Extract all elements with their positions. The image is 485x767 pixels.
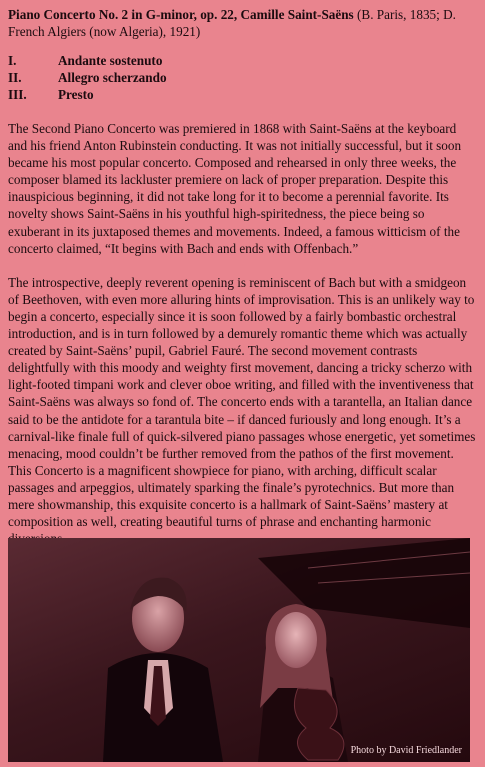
composer-dates: (B. Paris, 1835; D. French Algiers (now Algeria), 1921): [8, 7, 456, 39]
concerto-title-bold: Piano Concerto No. 2 in G-minor, op. 22, Camille Saint-Saëns: [8, 7, 354, 22]
movement-name: Allegro scherzando: [58, 70, 167, 85]
movement-item: [8, 86, 476, 103]
movement-name: Presto: [58, 87, 94, 102]
paragraph-history: The Second Piano Concerto was premiered in 1868 with Saint-Saëns at the keyboard and his friend Anton Rubinstein conducting. It was not initially successful, but it soon became his most popular concerto. Composed and rehearsed in only three weeks, the composer blamed its lackluster premiere on lack of proper preparation. Despite this inauspicious beginning, it did not take long for it to become a perennial favorite. Its novelty shows Saint-Saëns in his youthful high-spiritedness, the piece being so exuberant in its juxtaposed themes and movements. Indeed, a famous witticism of the concerto claimed, “It begins with Bach and ends with Offenbach.”: [8, 121, 462, 256]
paragraph-analysis: The introspective, deeply reverent opening is reminiscent of Bach but with a smidgeon of Beethoven, with even more alluring hints of improvisation. This is an unlikely way to begin a concerto, especially since it is soon followed by a fairly bombastic orchestral introduction, and is in turn followed by a demurely romantic theme which was actually created by Saint-Saëns’ pupil, Gabriel Fauré. The second movement contrasts delightfully with this moody and weighty first movement, dancing a tricky scherzo with light-footed timpani work and clever oboe writing, and filled with the inventiveness that Saint-Saëns was always so fond of. The concerto ends with a tarantella, an Italian dance said to be the antidote for a tarantula bite – if danced furiously and long enough. It’s a carnival-like finale full of quick-silvered piano passages whose energetic, yet sometimes menacing, mood couldn’t be further removed from the pathos of the first movement. This Concerto is a magnificent showpiece for piano, with arching, difficult scalar passages and arpeggios, ultimately sparking the finale’s pyrotechnics. But more than mere showmanship, this exquisite concerto is a hallmark of Saint-Saëns’ mastery at composition as well, creating beautiful turns of phrase and enchanting harmonic: [8, 274, 476, 530]
movement-item: [8, 52, 476, 69]
photo-illustration: [8, 538, 470, 762]
movement-list: [8, 52, 476, 103]
program-note: [8, 6, 476, 547]
woman-face: [275, 612, 317, 668]
performers-photo: [8, 538, 470, 762]
movement-item: [8, 69, 476, 86]
movement-number: I.: [8, 53, 17, 68]
concerto-title: [8, 6, 476, 40]
movement-number: II.: [8, 70, 22, 85]
photo-credit: Photo by David Friedlander: [350, 745, 462, 756]
movement-name: Andante sostenuto: [58, 53, 163, 68]
movement-number: III.: [8, 87, 27, 102]
